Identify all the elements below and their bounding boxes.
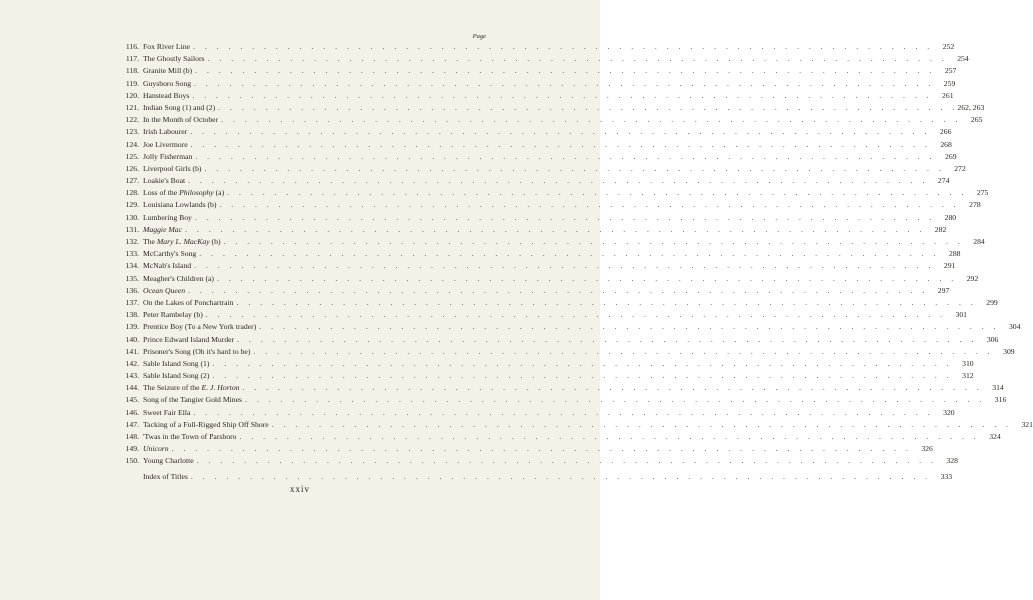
entry-title xyxy=(143,443,169,455)
toc-entry xyxy=(110,285,950,297)
entry-title: Prentice Boy (To a New York trader) xyxy=(143,322,257,332)
entry-page-number: 280 xyxy=(944,212,957,222)
entry-number: 133. xyxy=(125,249,139,259)
toc-entry xyxy=(110,334,999,346)
toc-entry xyxy=(110,199,981,211)
entry-title-italic: Ocean Queen xyxy=(143,285,186,295)
entry-page-number: 321 xyxy=(1021,419,1033,429)
entry-title: Sable Island Song (1) xyxy=(143,358,210,368)
dot-leader xyxy=(209,370,948,382)
entry-page-number: 292 xyxy=(966,273,979,283)
entry-title-part: Loss of the xyxy=(143,188,180,198)
entry-title: Tacking of a Full-Rigged Ship Off Shore xyxy=(143,419,269,429)
entry-number: 116. xyxy=(125,42,139,51)
entry-title: Granite Mill (b) xyxy=(143,66,193,76)
entry-title xyxy=(143,187,224,199)
entry-number: 120. xyxy=(125,90,139,100)
page-folio: xxiv xyxy=(289,484,310,494)
entry-page-number: 262, 263 xyxy=(957,102,985,112)
dot-leader xyxy=(205,53,944,65)
dot-leader xyxy=(194,455,933,467)
entry-page-number: 274 xyxy=(937,176,950,186)
entry-number: 118. xyxy=(125,66,139,76)
dot-leader xyxy=(169,443,908,455)
toc-entry xyxy=(110,407,955,419)
entry-page-number: 268 xyxy=(940,139,952,149)
dot-leader xyxy=(192,151,931,163)
table-of-contents xyxy=(110,41,1033,483)
entry-number: 134. xyxy=(125,261,139,271)
entry-page-number: 309 xyxy=(1003,346,1015,356)
entry-page-number: 284 xyxy=(973,237,985,246)
dot-leader xyxy=(192,65,931,77)
toc-entry xyxy=(110,419,1033,431)
entry-page-number: 324 xyxy=(989,432,1001,441)
entry-title: Song of the Tangier Gold Mines xyxy=(143,395,243,405)
toc-entry xyxy=(110,309,968,321)
toc-entry xyxy=(110,139,952,151)
entry-page-number: 328 xyxy=(946,456,958,466)
entry-page-number: 312 xyxy=(962,371,974,381)
entry-number: 145. xyxy=(125,395,139,405)
entry-title-part: The xyxy=(143,237,157,246)
dot-leader xyxy=(196,248,935,260)
entry-title: 'Twas in the Town of Parsboro xyxy=(143,432,237,441)
dot-leader xyxy=(187,126,926,138)
entry-page-number: 288 xyxy=(948,249,961,259)
toc-entry xyxy=(110,394,1007,406)
index-page-number: 333 xyxy=(940,471,953,481)
entry-title: Young Charlotte xyxy=(143,456,194,466)
entry-page-number: 291 xyxy=(943,261,956,271)
dot-leader xyxy=(250,346,989,358)
toc-index-entry xyxy=(110,471,953,483)
entry-title: Prince Edward Island Murder xyxy=(143,334,235,344)
dot-leader xyxy=(188,139,927,151)
dot-leader xyxy=(191,260,930,272)
dot-leader xyxy=(215,102,954,114)
entry-title: Guysboro Song xyxy=(143,78,192,88)
entry-title: On the Lakes of Ponchartrain xyxy=(143,297,234,307)
dot-leader xyxy=(209,358,948,370)
entry-page-number: 259 xyxy=(943,78,956,88)
entry-title xyxy=(143,382,240,394)
toc-entry xyxy=(110,248,961,260)
toc-entry xyxy=(110,41,955,53)
entry-title-italic: Philosophy xyxy=(179,188,214,198)
entry-number: 127. xyxy=(125,176,139,186)
entry-page-number: 299 xyxy=(986,297,998,307)
dot-leader xyxy=(234,297,973,309)
entry-title xyxy=(143,224,182,236)
entry-title xyxy=(143,236,221,248)
entry-number: 146. xyxy=(125,407,139,417)
entry-page-number: 257 xyxy=(944,66,957,76)
entry-number: 117. xyxy=(125,54,139,64)
dot-leader xyxy=(224,187,963,199)
toc-entry xyxy=(110,236,985,248)
entry-number: 132. xyxy=(125,237,139,246)
entry-page-number: 316 xyxy=(994,395,1007,405)
entry-page-number: 278 xyxy=(969,200,981,210)
toc-entry xyxy=(110,260,956,272)
entry-number: 138. xyxy=(125,310,139,320)
entry-title: Liverpool Girls (b) xyxy=(143,163,202,173)
entry-title: Loakie's Boat xyxy=(143,176,186,186)
entry-title: In the Month of October xyxy=(143,115,219,125)
entry-title: Peter Rambelay (b) xyxy=(143,310,203,320)
entry-title-part: The Seizure of the xyxy=(143,383,202,393)
dot-leader xyxy=(234,334,973,346)
entry-title: Louisiana Lowlands (b) xyxy=(143,200,217,210)
entry-title: Hanstead Boys xyxy=(143,90,190,100)
dot-leader xyxy=(214,273,953,285)
entry-page-number: 269 xyxy=(945,151,957,161)
dot-leader xyxy=(240,382,979,394)
entry-page-number: 252 xyxy=(942,42,955,51)
dot-leader xyxy=(190,407,929,419)
entry-number: 139. xyxy=(125,322,139,332)
dot-leader xyxy=(185,175,924,187)
entry-title-italic: Maggie Mac xyxy=(143,224,183,234)
entry-number: 147. xyxy=(125,419,139,429)
entry-number: 142. xyxy=(125,358,139,368)
toc-entry xyxy=(110,370,974,382)
entry-number: 140. xyxy=(125,334,139,344)
toc-entry xyxy=(110,78,956,90)
dot-leader xyxy=(185,285,924,297)
entry-page-number: 326 xyxy=(921,444,933,454)
toc-entry xyxy=(110,163,966,175)
toc-entry xyxy=(110,224,947,236)
toc-entry xyxy=(110,297,998,309)
entry-number: 129. xyxy=(125,200,139,210)
entry-page-number: 261 xyxy=(942,90,954,100)
toc-entry xyxy=(110,126,952,138)
entry-title: Irish Labourer xyxy=(143,127,188,137)
toc-entry xyxy=(110,102,985,114)
entry-number: 144. xyxy=(125,383,139,393)
entry-title: Sweet Fair Ella xyxy=(143,407,191,417)
entry-number: 128. xyxy=(125,188,139,198)
entry-number: 131. xyxy=(125,224,139,234)
entry-title-italic: E. J. Horton xyxy=(201,383,240,393)
toc-entry xyxy=(110,90,954,102)
entry-page-number: 314 xyxy=(992,383,1004,393)
dot-leader xyxy=(236,431,975,443)
dot-leader xyxy=(216,199,955,211)
entry-page-number: 304 xyxy=(1008,322,1021,332)
entry-page-number: 275 xyxy=(976,188,989,198)
entry-page-number: 320 xyxy=(943,407,955,417)
dot-leader xyxy=(191,78,930,90)
entry-page-number: 265 xyxy=(970,115,983,125)
entry-number: 141. xyxy=(125,346,139,356)
entry-number: 149. xyxy=(125,444,139,454)
entry-title: McNab's Island xyxy=(143,261,192,271)
entry-number: 136. xyxy=(125,285,139,295)
dot-leader xyxy=(188,471,927,483)
toc-entry xyxy=(110,114,983,126)
toc-entry xyxy=(110,273,979,285)
entry-number: 148. xyxy=(125,432,139,441)
entry-number: 124. xyxy=(125,139,139,149)
toc-entry xyxy=(110,175,950,187)
entry-title-italic: Unicorn xyxy=(143,444,169,454)
entry-title: Joe Livermore xyxy=(143,139,188,149)
dot-leader xyxy=(203,309,942,321)
index-title: Index of Titles xyxy=(143,471,188,481)
entry-title-italic: Mary L. MacKay xyxy=(156,237,210,246)
entry-page-number: 297 xyxy=(937,285,950,295)
entry-page-number: 254 xyxy=(957,54,969,64)
entry-title: Prisoner's Song (Oh it's hard to be) xyxy=(143,346,251,356)
entry-title-part: (a) xyxy=(213,188,225,198)
entry-title: Jolly Fisherman xyxy=(143,151,193,161)
dot-leader xyxy=(189,90,928,102)
toc-entry xyxy=(110,53,969,65)
toc-entry xyxy=(110,443,933,455)
entry-title: Fox River Line xyxy=(143,42,190,51)
entry-page-number: 272 xyxy=(954,163,966,173)
entry-page-number: 301 xyxy=(955,310,968,320)
toc-entry xyxy=(110,187,989,199)
dot-leader xyxy=(192,212,931,224)
toc-entry xyxy=(110,212,957,224)
dot-leader xyxy=(202,163,941,175)
toc-entry xyxy=(110,346,1015,358)
entry-page-number: 310 xyxy=(962,358,974,368)
entry-number: 126. xyxy=(125,163,139,173)
entry-number: 123. xyxy=(125,127,139,137)
entry-number: 135. xyxy=(125,273,139,283)
entry-number: 137. xyxy=(125,297,139,307)
entry-number: 119. xyxy=(125,78,139,88)
dot-leader xyxy=(218,114,957,126)
entry-title: Lumbering Boy xyxy=(143,212,192,222)
entry-page-number: 282 xyxy=(934,224,947,234)
entry-title: Indian Song (1) and (2) xyxy=(143,102,216,112)
page-column-header: Page xyxy=(472,33,486,40)
dot-leader xyxy=(242,394,981,406)
toc-entry xyxy=(110,455,958,467)
entry-title: Sable Island Song (2) xyxy=(143,371,210,381)
entry-title: The Ghostly Sailors xyxy=(143,54,205,64)
entry-number: 130. xyxy=(125,212,139,222)
entry-number: 150. xyxy=(125,456,139,466)
entry-title xyxy=(143,285,185,297)
entry-title: Meagher's Children (a) xyxy=(143,273,214,283)
toc-entry xyxy=(110,65,957,77)
toc-entry xyxy=(110,151,957,163)
entry-page-number: 266 xyxy=(939,127,952,137)
dot-leader xyxy=(182,224,921,236)
dot-leader xyxy=(221,236,960,248)
toc-entry xyxy=(110,431,1001,443)
toc-entry xyxy=(110,321,1021,333)
entry-number: 121. xyxy=(125,102,139,112)
dot-leader xyxy=(190,41,929,53)
toc-entry xyxy=(110,358,974,370)
dot-leader xyxy=(269,419,1008,431)
entry-number: 122. xyxy=(125,115,139,125)
entry-number: 125. xyxy=(125,151,139,161)
entry-title-part: (b) xyxy=(209,237,221,246)
entry-page-number: 306 xyxy=(986,334,999,344)
toc-entry xyxy=(110,382,1004,394)
entry-number: 143. xyxy=(125,371,139,381)
entry-title: McCarthy's Song xyxy=(143,249,197,259)
dot-leader xyxy=(256,321,995,333)
